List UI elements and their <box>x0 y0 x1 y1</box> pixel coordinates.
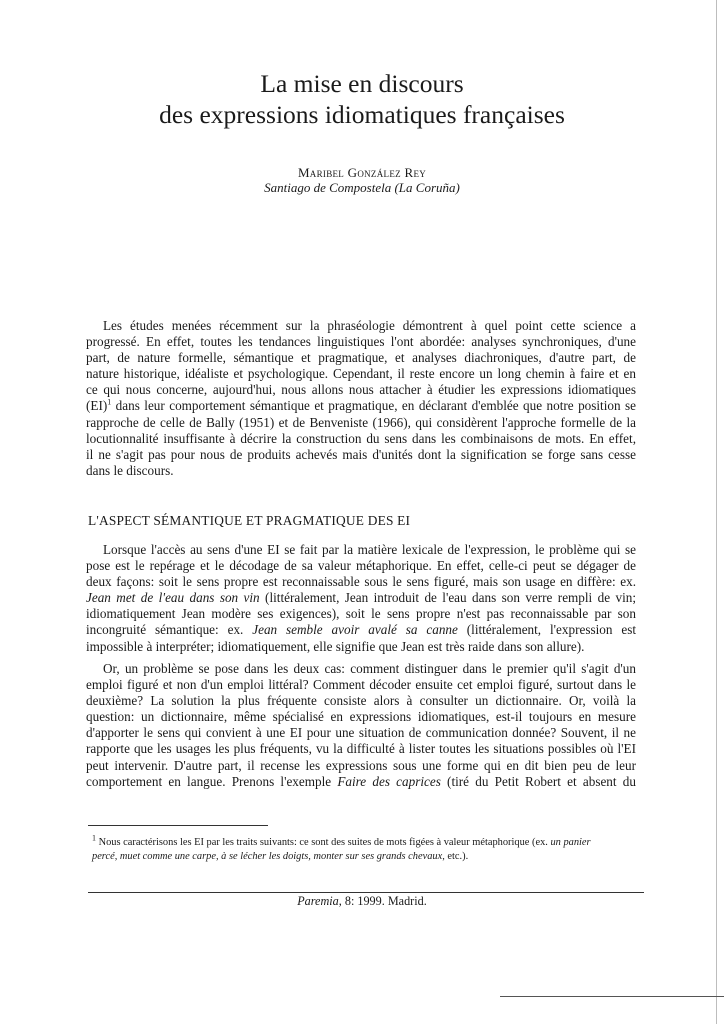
body-line: d'apporter le sens qui convient à une EI pour une situation de communication donnée? Souvent, il ne <box>86 725 636 741</box>
example-italic: Jean semble avoir avalé sa canne <box>252 622 458 638</box>
footnote <box>92 833 644 864</box>
abstract-line: rapproche de celle de Bally (1951) et de Benveniste (1966), qui considèrent l'approche formelle de la <box>86 414 636 430</box>
example-italic: Faire des caprices <box>337 773 441 789</box>
title-line-1: La mise en discours <box>260 69 464 98</box>
scan-bottom-edge <box>500 996 724 997</box>
author-affiliation: Santiago de Compostela (La Coruña) <box>264 180 460 195</box>
body-line-rest: (littéralement, Jean introduit de l'eau dans son verre rempli de vin; <box>259 590 636 606</box>
footnote-number: 1 <box>92 833 96 843</box>
section-heading: L'ASPECT SÉMANTIQUE ET PRAGMATIQUE DES EI <box>88 513 411 528</box>
body-line: question: un dictionnaire, même spécialisé en expressions idiomatiques, est-il toujours en mesure <box>86 709 636 725</box>
footnote-text: Nous caractérisons les EI par les traits suivants: ce sont des suites de mots figées à valeur métaphorique (ex. <box>96 837 551 848</box>
body-line: emploi figuré et non d'un emploi littéral? Comment décoder ensuite cet emploi figuré, surtout dans le <box>86 677 636 693</box>
abstract-line: Les études menées récemment sur la phraséologie démontrent à quel point cette science a <box>103 318 636 333</box>
body-line: deuxième? La solution la plus fréquente consiste alors à consulter un dictionnaire. Or, voilà la <box>86 693 636 709</box>
footnote-example: un panier <box>550 837 591 848</box>
scan-edge <box>716 0 717 1024</box>
body-line-part: comportement en langue. Prenons l'exemple <box>86 773 338 789</box>
abstract-line: locutionnalité insuffisante à décrire la construction du sens dans les combinaisons de mots. En effet, <box>86 430 636 446</box>
body-line <box>86 590 636 606</box>
journal-name: Paremia <box>297 894 339 908</box>
body-line: deux façons: soit le sens propre est reconnaissable sous le sens figuré, mais son usage en diffère: ex. <box>86 574 636 590</box>
ei-abbrev: (EI) <box>86 398 108 414</box>
body-line: impossible à interpréter; idiomatiquement, elle signifie que Jean est très raide dans son allure). <box>86 638 585 654</box>
example-italic: Jean met de l'eau dans son vin <box>86 590 260 606</box>
body-line-part: (littéralement, l'expression est <box>457 622 636 638</box>
abstract-line: nature historique, idéaliste et psychologique. Cependant, il reste encore un long chemin à faire et en <box>86 366 636 382</box>
footnote-example: percé, muet comme une carpe, à se lécher les doigts, monter sur ses grands chevaux <box>92 851 443 862</box>
author-name: Maribel González Rey <box>297 165 427 180</box>
body-paragraph-1 <box>86 542 636 655</box>
abstract-line: ce qui nous concerne, aujourd'hui, nous allons nous attacher à étudier les expressions idiomatiques <box>86 382 636 398</box>
journal-citation <box>100 894 624 909</box>
body-line: Or, un problème se pose dans les deux cas: comment distinguer dans le premier qu'il s'agit d'un <box>103 661 636 676</box>
body-line: peut intervenir. D'autre part, il recense les expressions sous une forme qui en dit bien peu de leur <box>86 757 636 773</box>
title-line-2: des expressions idiomatiques françaises <box>159 100 565 129</box>
footnote-divider <box>88 825 268 826</box>
footnote-ref: 1 <box>107 398 112 408</box>
abstract-line <box>86 398 636 414</box>
body-line: rapporte que les usages les plus fréquents, vu la difficulté à lister toutes les situations possibles où l'EI <box>86 741 636 757</box>
body-line-part: incongruité sémantique: ex. <box>86 622 253 638</box>
abstract-line-rest: dans leur comportement sémantique et pragmatique, en déclarant d'emblée que notre position se <box>111 398 636 414</box>
paper-title <box>100 68 624 130</box>
body-paragraph-2 <box>86 661 636 790</box>
abstract-line: dans le discours. <box>86 462 174 478</box>
footnote-line <box>92 850 644 864</box>
page-footer-divider <box>88 892 644 893</box>
body-line <box>86 622 636 638</box>
abstract-line: progressé. En effet, toutes les tendances linguistiques l'ont abordée: analyses synchroniques, d'une <box>86 334 636 350</box>
abstract-line: part, de nature formelle, sémantique et pragmatique, et analyses diachroniques, d'autre part, de <box>86 350 636 366</box>
footnote-line <box>92 833 644 850</box>
footnote-text: , etc.). <box>442 851 469 862</box>
body-line: Lorsque l'accès au sens d'une EI se fait par la matière lexicale de l'expression, le problème qui se <box>103 542 636 557</box>
journal-details: , 8: 1999. Madrid. <box>338 894 427 908</box>
abstract-line: il ne s'agit pas pour nous de produits achevés mais d'unités dont la signification se forge sans cesse <box>86 446 636 462</box>
body-line <box>86 774 636 790</box>
body-line: pose est le repérage et le décodage de sa valeur métaphorique. En effet, celle-ci peut se dégager de <box>86 558 636 574</box>
body-line: idiomatiquement Jean modère ses exigences), soit le sens propre n'est pas reconnaissable par son <box>86 606 636 622</box>
body-line-part: (tiré du Petit Robert et absent du <box>440 773 636 789</box>
abstract-paragraph <box>86 318 636 479</box>
